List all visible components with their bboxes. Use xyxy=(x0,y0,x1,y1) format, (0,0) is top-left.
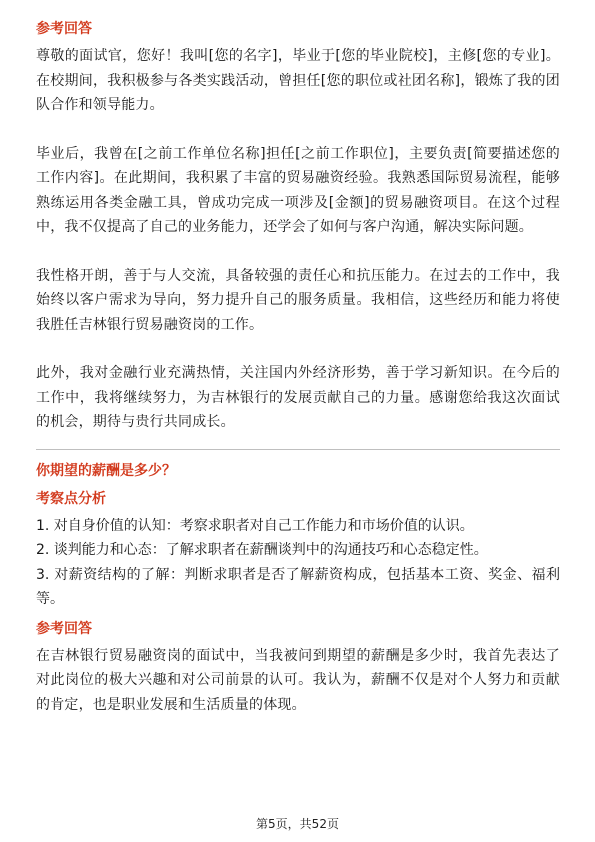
analysis-item: 2. 谈判能力和心态：了解求职者在薪酬谈判中的沟通技巧和心态稳定性。 xyxy=(36,542,488,558)
reference-answer-heading: 参考回答 xyxy=(36,620,92,637)
answer-paragraph: 此外，我对金融行业充满热情，关注国内外经济形势，善于学习新知识。在今后的工作中，我将继续努力，为吉林银行的发展贡献自己的力量。感谢您给我这次面试的机会，期待与贵行共同成长。 xyxy=(36,365,560,430)
document-page xyxy=(36,20,560,717)
analysis-item: 3. 对薪资结构的了解：判断求职者是否了解薪资构成，包括基本工资、奖金、福利等。 xyxy=(36,566,560,607)
page-number: 第5页，共52页 xyxy=(256,817,339,831)
answer-paragraph: 在吉林银行贸易融资岗的面试中，当我被问到期望的薪酬是多少时，我首先表达了对此岗位的极大兴趣和对公司前景的认可。我认为，薪酬不仅是对个人努力和贡献的肯定，也是职业发展和生活质量的体现。 xyxy=(36,647,560,713)
answer-paragraph: 尊敬的面试官，您好！我叫[您的名字]，毕业于[您的毕业院校]，主修[您的专业]。在校期间，我积极参与各类实践活动，曾担任[您的职位或社团名称]，锻炼了我的团队合作和领导能力。 xyxy=(36,48,560,113)
analysis-heading: 考察点分析 xyxy=(36,490,106,507)
answer-paragraph: 我性格开朗，善于与人交流，具备较强的责任心和抗压能力。在过去的工作中，我始终以客户需求为导向，努力提升自己的服务质量。我相信，这些经历和能力将使我胜任吉林银行贸易融资岗的工作。 xyxy=(36,267,560,333)
question-title: 你期望的薪酬是多少？ xyxy=(36,462,176,479)
reference-answer-heading: 参考回答 xyxy=(36,21,92,37)
answer-paragraph: 毕业后，我曾在[之前工作单位名称]担任[之前工作职位]，主要负责[简要描述您的工作内容]。在此期间，我积累了丰富的贸易融资经验。我熟悉国际贸易流程，能够熟练运用各类金融工具，曾成功完成一项涉及[金额]的贸易融资项目。在这个过程中，我不仅提高了自己的业务能力，还学会了如何与客户沟通，解决实际问题。 xyxy=(36,145,560,235)
section-divider xyxy=(36,449,560,450)
analysis-item: 1. 对自身价值的认知：考察求职者对自己工作能力和市场价值的认识。 xyxy=(36,517,474,534)
